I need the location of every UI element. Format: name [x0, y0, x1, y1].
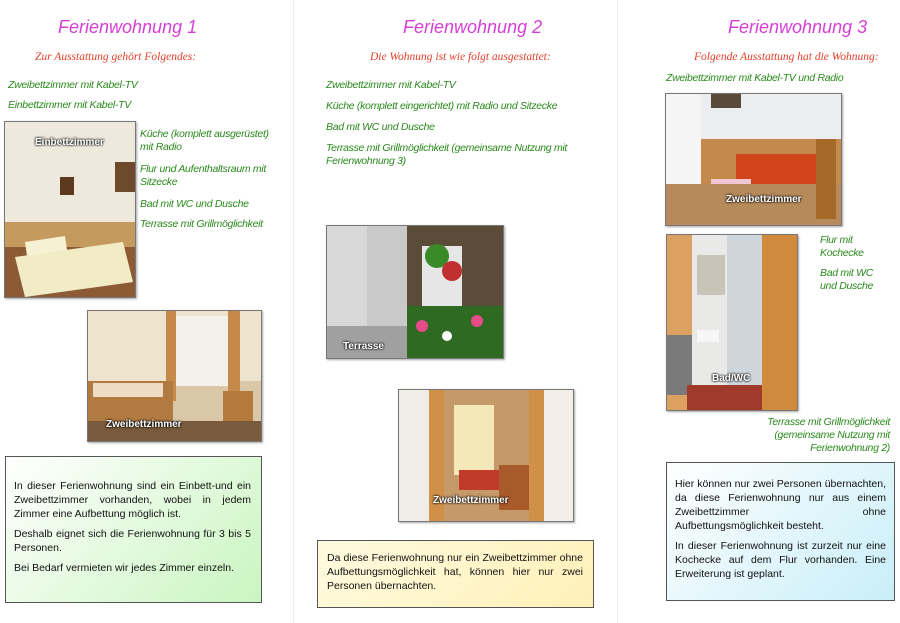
photo-einbettzimmer [4, 121, 136, 298]
room-photo-icon [5, 122, 135, 297]
photo-label: Bad/WC [712, 373, 751, 384]
col2-subtitle: Die Wohnung ist wie folgt ausgestattet: [370, 51, 551, 63]
photo-label: Terrasse [343, 341, 384, 352]
info-paragraph: In dieser Ferienwohnung sind ein Einbett-und ein Zweibettzimmer vorhanden, wobei in jedem Zimmer eine Aufbettung möglich ist. [14, 480, 251, 520]
col3-feature-item: Zweibettzimmer mit Kabel-TV und Radio [666, 72, 844, 84]
col2-feature-item: Küche (komplett eingerichtet) mit Radio und Sitzecke [326, 100, 558, 112]
info-paragraph: Da diese Ferienwohnung nur ein Zweibettzimmer ohne Aufbettungsmöglichkeit hat, können hier nur zwei Personen übernachten. [327, 552, 583, 592]
col1-title: Ferienwohnung 1 [58, 17, 198, 37]
photo-zweibettzimmer [398, 389, 574, 522]
room-photo-icon [666, 94, 841, 225]
col3-subtitle: Folgende Ausstattung hat die Wohnung: [694, 51, 879, 63]
info-paragraph: Bei Bedarf vermieten wir jedes Zimmer einzeln. [14, 562, 234, 574]
col2-feature-item: Zweibettzimmer mit Kabel-TV [326, 79, 456, 91]
col3-side-item: Bad mit WC und Dusche [820, 267, 874, 292]
col1-subtitle: Zur Ausstattung gehört Folgendes: [35, 51, 197, 63]
col3-side-item: Flur mit Kochecke [820, 234, 864, 259]
info-paragraph: Hier können nur zwei Personen übernachten, da diese Ferienwohnung nur aus einem Zweibettzimmer ohne Aufbettungsmöglichkeit besteht. [675, 478, 886, 532]
col1-side-item: Terrasse mit Grillmöglichkeit [140, 218, 263, 230]
photo-zweibettzimmer [665, 93, 842, 226]
col1-side-item: Flur und Aufenthaltsraum mit Sitzecke [140, 163, 267, 188]
col1-feature-item: Zweibettzimmer mit Kabel-TV [8, 79, 138, 91]
col1-info-box [5, 456, 262, 603]
photo-label: Zweibettzimmer [106, 419, 182, 430]
column-divider [293, 0, 294, 623]
col1-feature-item: Einbettzimmer mit Kabel-TV [8, 99, 131, 111]
col2-info-box [317, 540, 594, 608]
col2-feature-item: Bad mit WC und Dusche [326, 121, 435, 133]
col2-title: Ferienwohnung 2 [403, 17, 543, 37]
photo-label: Einbettzimmer [35, 137, 104, 148]
col2-feature-item: Terrasse mit Grillmöglichkeit (gemeinsame Nutzung mit Ferienwohnung 3) [326, 142, 568, 167]
column-divider [617, 0, 618, 623]
photo-bad-wc [666, 234, 798, 411]
terrace-photo-icon [327, 226, 503, 358]
info-paragraph: In dieser Ferienwohnung ist zurzeit nur eine Kochecke auf dem Flur vorhanden. Eine Erweiterung ist geplant. [675, 540, 886, 580]
col3-title: Ferienwohnung 3 [728, 17, 868, 37]
col1-side-item: Küche (komplett ausgerüstet) mit Radio [140, 128, 269, 153]
photo-label: Zweibettzimmer [433, 495, 509, 506]
col1-side-item: Bad mit WC und Dusche [140, 198, 249, 210]
info-paragraph: Deshalb eignet sich die Ferienwohnung für 3 bis 5 Personen. [14, 528, 251, 554]
photo-terrasse [326, 225, 504, 359]
col3-info-box [666, 462, 895, 601]
photo-zweibettzimmer [87, 310, 262, 442]
col3-side-item: Terrasse mit Grillmöglichkeit (gemeinsame Nutzung mit Ferienwohnung 2) [767, 416, 890, 454]
photo-label: Zweibettzimmer [726, 194, 802, 205]
